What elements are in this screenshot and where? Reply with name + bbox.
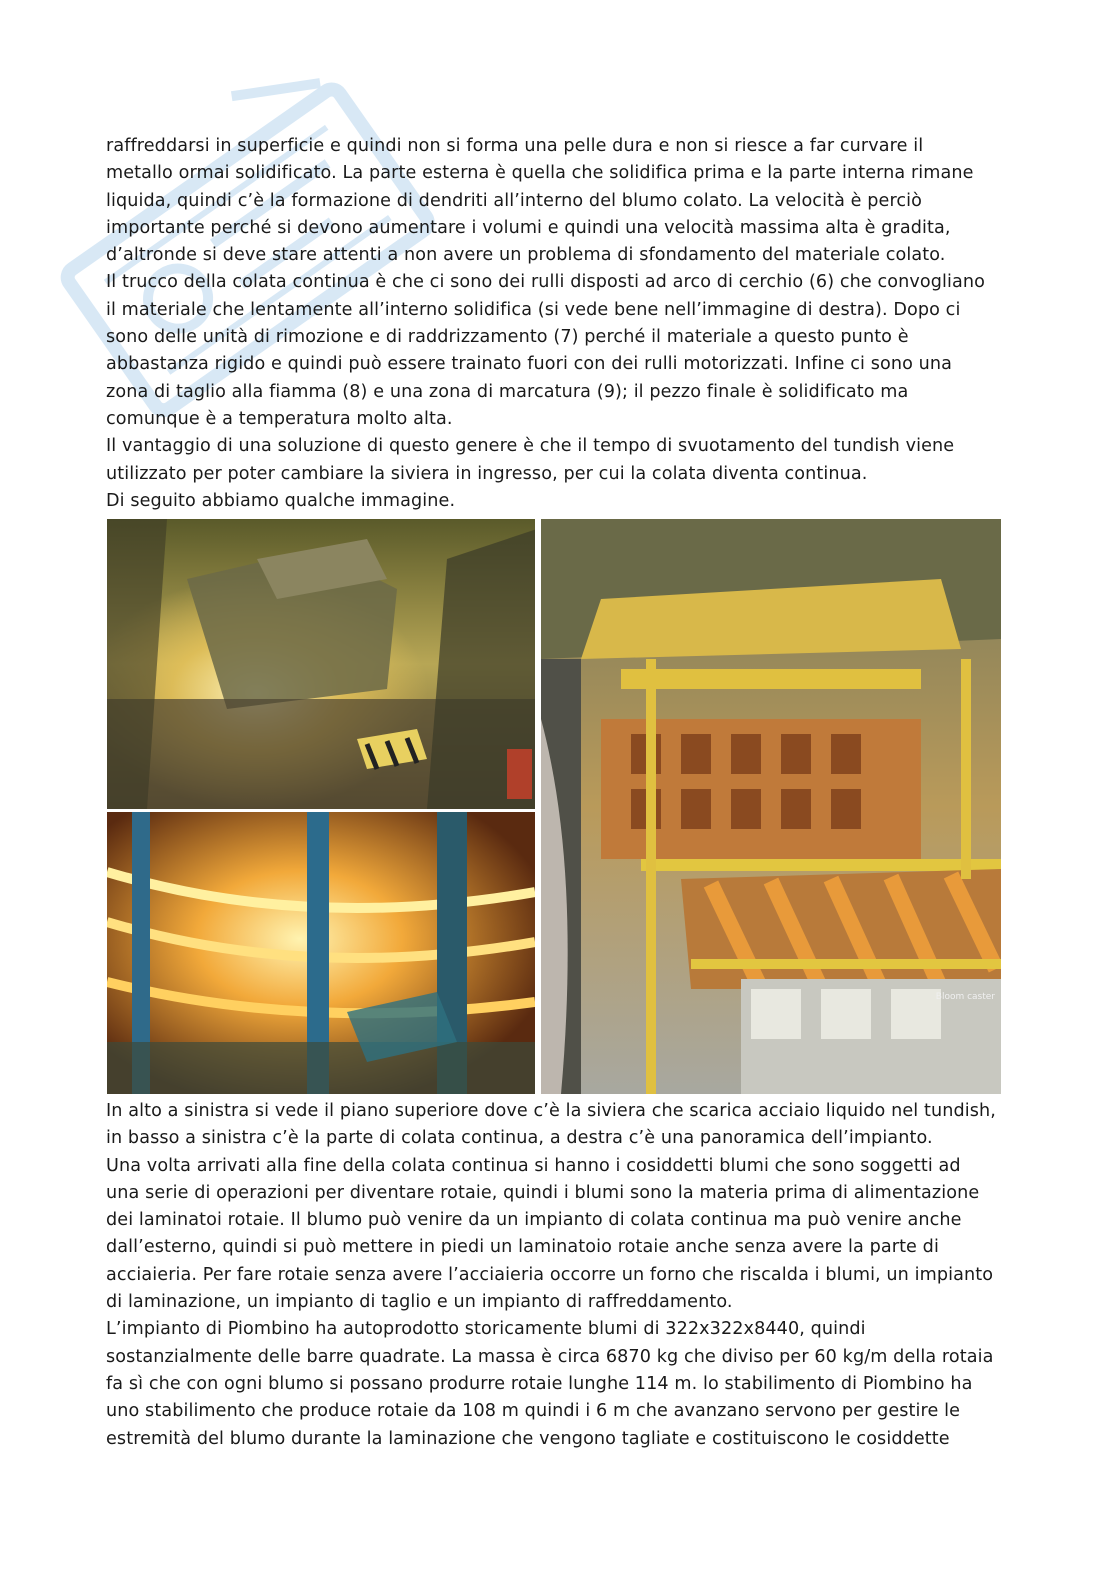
text-line: Una volta arrivati alla fine della colata continua si hanno i cosiddetti blumi che sono soggetti ad [106, 1155, 961, 1176]
text-line: il materiale che lentamente all’interno solidifica (si vede bene nell’immagine di destra). Dopo ci [106, 299, 961, 320]
photo-continuous-casting [107, 812, 535, 1094]
text-line: in basso a sinistra c’è la parte di colata continua, a destra c’è una panoramica dell’impianto. [106, 1128, 933, 1149]
text-block-bottom [106, 1098, 1011, 1453]
text-line: comunque è a temperatura molto alta. [106, 408, 453, 429]
text-line: di laminazione, un impianto di taglio e un impianto di raffreddamento. [106, 1292, 733, 1313]
text-line: dall’esterno, quindi si può mettere in piedi un laminatoio rotaie anche senza avere la parte di [106, 1237, 939, 1258]
text-line: uno stabilimento che produce rotaie da 108 m quindi i 6 m che avanzano servono per gestire le [106, 1401, 961, 1422]
text-line: L’impianto di Piombino ha autoprodotto storicamente blumi di 322x322x8440, quindi [106, 1319, 866, 1340]
text-line: sono delle unità di rimozione e di raddrizzamento (7) perché il materiale a questo punto è [106, 327, 909, 348]
text-line: Il vantaggio di una soluzione di questo genere è che il tempo di svuotamento del tundish viene [106, 436, 955, 457]
text-line: Il trucco della colata continua è che ci sono dei rulli disposti ad arco di cerchio (6) che convogliano [106, 272, 986, 293]
text-line: acciaieria. Per fare rotaie senza avere l’acciaieria occorre un forno che riscalda i blumi, un impianto [106, 1264, 994, 1285]
text-line: abbastanza rigido e quindi può essere trainato fuori con dei rulli motorizzati. Infine ci sono una [106, 354, 953, 375]
text-line: utilizzato per poter cambiare la siviera in ingresso, per cui la colata diventa continua. [106, 463, 868, 484]
text-line: d’altronde si deve stare attenti a non avere un problema di sfondamento del materiale colato. [106, 245, 946, 266]
image-overlay-label: Bloom caster [935, 992, 995, 1002]
text-line: fa sì che con ogni blumo si possano produrre rotaie lunghe 114 m. lo stabilimento di Piombino ha [106, 1373, 973, 1394]
text-line: raffreddarsi in superficie e quindi non si forma una pelle dura e non si riesce a far curvare il [106, 136, 924, 156]
photo-plant-overview [541, 519, 1001, 1094]
text-line: sostanzialmente delle barre quadrate. La massa è circa 6870 kg che diviso per 60 kg/m della rotaia [106, 1346, 994, 1367]
text-line: importante perché si devono aumentare i volumi e quindi una velocità massima alta è gradita, [106, 217, 951, 238]
text-line: dei laminatoi rotaie. Il blumo può venire da un impianto di colata continua ma può venire anche [106, 1210, 962, 1231]
text-block-top [106, 133, 1011, 515]
text-line: zona di taglio alla fiamma (8) e una zona di marcatura (9); il pezzo finale è solidificato ma [106, 381, 909, 402]
text-line: una serie di operazioni per diventare rotaie, quindi i blumi sono la materia prima di alimentazione [106, 1182, 980, 1203]
photo-ladle-tundish [107, 519, 535, 809]
text-line: metallo ormai solidificato. La parte esterna è quella che solidifica prima e la parte interna rimane [106, 163, 974, 184]
text-line: Di seguito abbiamo qualche immagine. [106, 490, 456, 511]
text-line: estremità del blumo durante la laminazione che vengono tagliate e costituiscono le cosiddette [106, 1428, 950, 1449]
text-line: In alto a sinistra si vede il piano superiore dove c’è la siviera che scarica acciaio liquido nel tundish, [106, 1101, 996, 1121]
text-line: liquida, quindi c’è la formazione di dendriti all’interno del blumo colato. La velocità è perciò [106, 190, 923, 211]
